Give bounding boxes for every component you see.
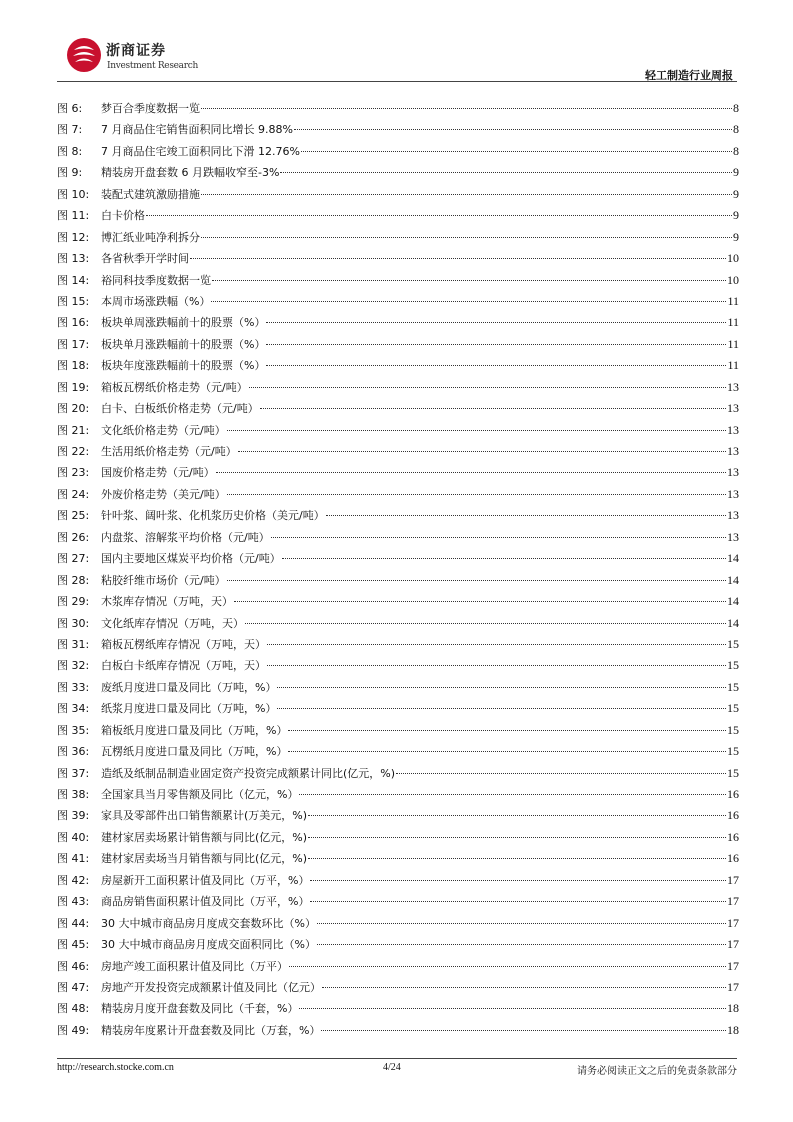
toc-figure-title: 梦百合季度数据一览 [101, 102, 200, 115]
toc-leader-dots [201, 193, 732, 195]
toc-entry[interactable] [57, 398, 739, 419]
toc-page-number: 13 [727, 465, 739, 480]
toc-leader-dots [267, 643, 726, 645]
footer-divider [57, 1058, 737, 1059]
toc-page-number: 10 [727, 251, 739, 266]
toc-page-number: 9 [733, 229, 739, 244]
toc-figure-number: 图 22: [57, 445, 90, 458]
toc-figure-title: 房地产开发投资完成额累计值及同比（亿元） [101, 980, 321, 994]
toc-entry[interactable] [57, 270, 739, 291]
toc-figure-title: 房屋新开工面积累计值及同比（万平，%） [101, 873, 310, 887]
toc-figure-number: 图 36: [57, 745, 90, 759]
toc-figure-number: 图 43: [57, 895, 90, 909]
toc-entry[interactable] [57, 570, 739, 591]
toc-leader-dots [271, 536, 726, 538]
toc-page-number: 15 [727, 658, 739, 673]
toc-page-number: 13 [727, 508, 739, 523]
toc-leader-dots [277, 707, 726, 709]
toc-leader-dots [266, 364, 726, 366]
toc-leader-dots [249, 386, 726, 388]
toc-figure-number: 图 39: [57, 809, 90, 823]
toc-figure-number: 图 45: [57, 938, 90, 952]
toc-figure-title: 博汇纸业吨净利拆分 [101, 230, 200, 244]
toc-entry[interactable] [57, 913, 739, 934]
toc-page-number: 15 [727, 679, 739, 694]
toc-leader-dots [190, 257, 726, 259]
toc-figure-number: 图 23: [57, 466, 90, 480]
toc-entry[interactable] [57, 870, 739, 891]
toc-figure-title: 精装房月度开盘套数及同比（千套，%） [101, 1002, 299, 1016]
toc-leader-dots [317, 922, 726, 924]
toc-leader-dots [260, 407, 726, 409]
toc-entry[interactable] [57, 141, 739, 162]
toc-leader-dots [201, 107, 732, 109]
toc-leader-dots [201, 236, 732, 238]
toc-figure-number: 图 40: [57, 830, 90, 844]
toc-figure-title: 30 大中城市商品房月度成交套数环比（%） [101, 916, 316, 930]
toc-leader-dots [227, 429, 726, 431]
zheshang-logo-icon [66, 37, 102, 73]
toc-figure-title: 板块单周涨跌幅前十的股票（%） [101, 316, 266, 330]
toc-figure-number: 图 15: [57, 294, 90, 308]
toc-entry[interactable] [57, 420, 739, 441]
toc-figure-number: 图 27: [57, 552, 90, 566]
toc-entry[interactable] [57, 162, 739, 183]
toc-entry[interactable] [57, 677, 739, 698]
toc-figure-number: 图 12: [57, 230, 90, 244]
figure-table-of-contents [57, 98, 739, 1041]
toc-figure-title: 建材家居卖场累计销售额与同比(亿元，%) [101, 830, 308, 844]
toc-figure-number: 图 34: [57, 702, 90, 716]
toc-figure-number: 图 47: [57, 980, 90, 994]
toc-figure-number: 图 49: [57, 1023, 90, 1037]
header-divider [57, 81, 737, 82]
toc-entry[interactable] [57, 227, 739, 248]
toc-entry[interactable] [57, 505, 739, 526]
toc-entry[interactable] [57, 763, 739, 784]
toc-figure-title: 7 月商品住宅销售面积同比增长 9.88% [101, 123, 293, 137]
toc-entry[interactable] [57, 355, 739, 376]
toc-figure-title: 生活用纸价格走势（元/吨） [101, 445, 237, 458]
toc-figure-title: 房地产竣工面积累计值及同比（万平） [101, 959, 288, 973]
toc-figure-number: 图 48: [57, 1002, 90, 1016]
toc-page-number: 9 [733, 186, 739, 201]
toc-figure-number: 图 35: [57, 723, 90, 737]
toc-figure-title: 外废价格走势（美元/吨） [101, 487, 226, 501]
toc-page-number: 8 [733, 101, 739, 115]
toc-entry[interactable] [57, 720, 739, 741]
toc-leader-dots [396, 772, 726, 774]
toc-figure-title: 文化纸价格走势（元/吨） [101, 423, 226, 437]
toc-entry[interactable] [57, 655, 739, 676]
toc-figure-number: 图 13: [57, 252, 90, 266]
toc-page-number: 17 [727, 958, 739, 973]
toc-figure-title: 家具及零部件出口销售额累计(万美元，%) [101, 809, 308, 823]
toc-leader-dots [267, 664, 726, 666]
toc-entry[interactable] [57, 1020, 739, 1041]
toc-figure-title: 瓦楞纸月度进口量及同比（万吨，%） [101, 745, 288, 759]
toc-leader-dots [299, 793, 726, 795]
toc-figure-number: 图 10: [57, 187, 90, 201]
toc-page-number: 10 [727, 272, 739, 287]
toc-page-number: 17 [727, 979, 739, 994]
toc-entry[interactable] [57, 334, 739, 355]
toc-figure-number: 图 44: [57, 916, 90, 930]
toc-entry[interactable] [57, 805, 739, 826]
toc-entry[interactable] [57, 784, 739, 805]
toc-entry[interactable] [57, 956, 739, 977]
toc-leader-dots [245, 622, 726, 624]
toc-entry[interactable] [57, 248, 739, 269]
toc-entry[interactable] [57, 291, 739, 312]
toc-page-number: 15 [727, 636, 739, 651]
toc-figure-title: 各省秋季开学时间 [101, 252, 189, 266]
toc-figure-number: 图 26: [57, 530, 90, 544]
toc-page-number: 11 [727, 315, 739, 330]
toc-entry[interactable] [57, 484, 739, 505]
toc-leader-dots [238, 450, 726, 452]
toc-figure-title: 全国家具当月零售额及同比（亿元，%） [101, 788, 299, 801]
toc-figure-number: 图 25: [57, 509, 90, 523]
toc-page-number: 13 [727, 444, 739, 458]
toc-page-number: 15 [727, 744, 739, 759]
toc-figure-number: 图 21: [57, 423, 90, 437]
toc-page-number: 9 [733, 208, 739, 223]
toc-figure-title: 国废价格走势（元/吨） [101, 466, 215, 480]
toc-leader-dots [294, 128, 732, 130]
toc-figure-title: 本周市场涨跌幅（%） [101, 294, 211, 308]
toc-page-number: 17 [727, 872, 739, 887]
toc-figure-number: 图 24: [57, 487, 90, 501]
toc-figure-title: 精装房开盘套数 6 月跌幅收窄至-3% [101, 166, 280, 180]
toc-figure-title: 针叶浆、阔叶浆、化机浆历史价格（美元/吨） [101, 509, 325, 523]
toc-leader-dots [234, 600, 726, 602]
toc-entry[interactable] [57, 827, 739, 848]
toc-entry[interactable] [57, 205, 739, 226]
toc-figure-title: 30 大中城市商品房月度成交面积同比（%） [101, 938, 316, 952]
toc-figure-number: 图 14: [57, 273, 90, 287]
toc-figure-title: 板块年度涨跌幅前十的股票（%） [101, 359, 266, 373]
toc-page-number: 8 [733, 143, 739, 158]
toc-leader-dots [317, 943, 726, 945]
toc-figure-title: 文化纸库存情况（万吨，天） [101, 616, 244, 630]
disclaimer-note: 请务必阅读正文之后的免责条款部分 [577, 1066, 737, 1077]
toc-figure-number: 图 31: [57, 637, 90, 651]
toc-figure-title: 造纸及纸制品制造业固定资产投资完成额累计同比(亿元，%) [101, 766, 396, 780]
toc-page-number: 11 [727, 358, 739, 373]
toc-entry[interactable] [57, 698, 739, 719]
toc-figure-number: 图 16: [57, 316, 90, 330]
toc-page-number: 13 [727, 401, 739, 416]
toc-entry[interactable] [57, 462, 739, 483]
toc-figure-number: 图 9: [57, 166, 83, 180]
toc-entry[interactable] [57, 312, 739, 333]
toc-entry[interactable] [57, 741, 739, 762]
toc-entry[interactable] [57, 634, 739, 655]
toc-page-number: 17 [727, 937, 739, 952]
toc-leader-dots [299, 1007, 726, 1009]
toc-figure-title: 箱板纸月度进口量及同比（万吨，%） [101, 723, 288, 737]
toc-figure-number: 图 17: [57, 337, 90, 351]
toc-page-number: 15 [727, 765, 739, 780]
toc-figure-title: 7 月商品住宅竣工面积同比下滑 12.76% [101, 144, 300, 158]
toc-figure-title: 粘胶纤维市场价（元/吨） [101, 573, 226, 587]
toc-leader-dots [227, 493, 726, 495]
toc-figure-number: 图 8: [57, 144, 83, 158]
toc-figure-number: 图 6: [57, 102, 83, 115]
toc-figure-title: 箱板瓦楞纸库存情况（万吨，天） [101, 637, 266, 651]
toc-page-number: 16 [727, 787, 739, 801]
toc-page-number: 17 [727, 894, 739, 909]
toc-page-number: 9 [733, 165, 739, 180]
toc-entry[interactable] [57, 891, 739, 912]
toc-entry[interactable] [57, 377, 739, 398]
toc-figure-number: 图 38: [57, 788, 90, 801]
toc-figure-number: 图 42: [57, 873, 90, 887]
toc-page-number: 15 [727, 722, 739, 737]
toc-leader-dots [310, 900, 726, 902]
page-number: 4/24 [383, 1062, 401, 1073]
toc-leader-dots [212, 279, 726, 281]
report-title: 轻工制造行业周报 [645, 69, 733, 82]
toc-leader-dots [310, 879, 726, 881]
toc-figure-title: 建材家居卖场当月销售额与同比(亿元，%) [101, 852, 308, 866]
toc-figure-number: 图 29: [57, 595, 90, 609]
toc-figure-number: 图 18: [57, 359, 90, 373]
toc-figure-number: 图 7: [57, 123, 83, 137]
toc-figure-title: 精装房年度累计开盘套数及同比（万套，%） [101, 1023, 321, 1037]
toc-figure-title: 白板白卡纸库存情况（万吨，天） [101, 659, 266, 673]
toc-page-number: 13 [727, 379, 739, 394]
toc-entry[interactable] [57, 848, 739, 869]
toc-leader-dots [326, 514, 726, 516]
toc-figure-title: 裕同科技季度数据一览 [101, 273, 211, 287]
toc-page-number: 14 [727, 572, 739, 587]
toc-page-number: 11 [727, 336, 739, 351]
toc-figure-title: 板块单月涨跌幅前十的股票（%） [101, 337, 266, 351]
toc-figure-number: 图 33: [57, 680, 90, 694]
toc-leader-dots [277, 686, 726, 688]
toc-leader-dots [216, 471, 726, 473]
toc-entry[interactable] [57, 441, 739, 462]
toc-figure-title: 国内主要地区煤炭平均价格（元/吨） [101, 552, 281, 566]
toc-entry[interactable] [57, 977, 739, 998]
toc-page-number: 8 [733, 122, 739, 137]
toc-leader-dots [282, 557, 726, 559]
toc-figure-title: 纸浆月度进口量及同比（万吨，%） [101, 702, 277, 716]
toc-page-number: 14 [727, 615, 739, 630]
toc-entry[interactable] [57, 548, 739, 569]
toc-page-number: 13 [727, 422, 739, 437]
footer-url-link[interactable]: http://research.stocke.com.cn [57, 1062, 174, 1073]
toc-leader-dots [322, 986, 726, 988]
toc-leader-dots [288, 729, 726, 731]
toc-page-number: 11 [727, 293, 739, 308]
toc-figure-number: 图 41: [57, 852, 90, 866]
toc-page-number: 17 [727, 915, 739, 930]
toc-figure-number: 图 46: [57, 959, 90, 973]
toc-leader-dots [280, 171, 732, 173]
toc-leader-dots [308, 857, 726, 859]
toc-leader-dots [266, 343, 726, 345]
toc-figure-number: 图 20: [57, 402, 90, 416]
toc-figure-title: 白卡、白板纸价格走势（元/吨） [101, 402, 259, 416]
toc-leader-dots [227, 579, 726, 581]
toc-page-number: 14 [727, 594, 739, 609]
toc-figure-number: 图 37: [57, 766, 90, 780]
toc-leader-dots [321, 1029, 726, 1031]
toc-leader-dots [266, 321, 726, 323]
toc-leader-dots [289, 965, 726, 967]
toc-entry[interactable] [57, 998, 739, 1019]
toc-entry[interactable] [57, 613, 739, 634]
toc-leader-dots [301, 150, 732, 152]
toc-figure-title: 内盘浆、溶解浆平均价格（元/吨） [101, 530, 270, 544]
toc-figure-title: 废纸月度进口量及同比（万吨，%） [101, 680, 277, 694]
toc-figure-number: 图 30: [57, 616, 90, 630]
toc-entry[interactable] [57, 591, 739, 612]
toc-page-number: 13 [727, 529, 739, 544]
toc-entry[interactable] [57, 934, 739, 955]
toc-page-number: 14 [727, 551, 739, 566]
toc-entry[interactable] [57, 184, 739, 205]
toc-leader-dots [288, 750, 726, 752]
toc-figure-number: 图 11: [57, 209, 90, 223]
toc-figure-title: 商品房销售面积累计值及同比（万平，%） [101, 895, 310, 909]
toc-entry[interactable] [57, 119, 739, 140]
toc-figure-title: 白卡价格 [101, 209, 145, 223]
toc-leader-dots [308, 836, 726, 838]
toc-figure-title: 箱板瓦楞纸价格走势（元/吨） [101, 380, 248, 394]
page-header [57, 34, 737, 84]
toc-leader-dots [308, 814, 726, 816]
toc-page-number: 16 [727, 829, 739, 844]
toc-entry[interactable] [57, 527, 739, 548]
toc-page-number: 18 [727, 1022, 739, 1037]
toc-page-number: 16 [727, 808, 739, 823]
toc-page-number: 13 [727, 486, 739, 501]
toc-leader-dots [146, 214, 732, 216]
toc-page-number: 18 [727, 1001, 739, 1016]
company-name-cn: 浙商证券 [106, 43, 166, 59]
toc-figure-number: 图 32: [57, 659, 90, 673]
toc-figure-title: 装配式建筑激励措施 [101, 187, 200, 201]
toc-figure-number: 图 28: [57, 573, 90, 587]
toc-leader-dots [211, 300, 726, 302]
toc-figure-title: 木浆库存情况（万吨，天） [101, 595, 233, 609]
toc-page-number: 15 [727, 701, 739, 716]
toc-figure-number: 图 19: [57, 380, 90, 394]
toc-page-number: 16 [727, 851, 739, 866]
toc-entry[interactable] [57, 98, 739, 119]
company-name-en: Investment Research [107, 61, 198, 71]
